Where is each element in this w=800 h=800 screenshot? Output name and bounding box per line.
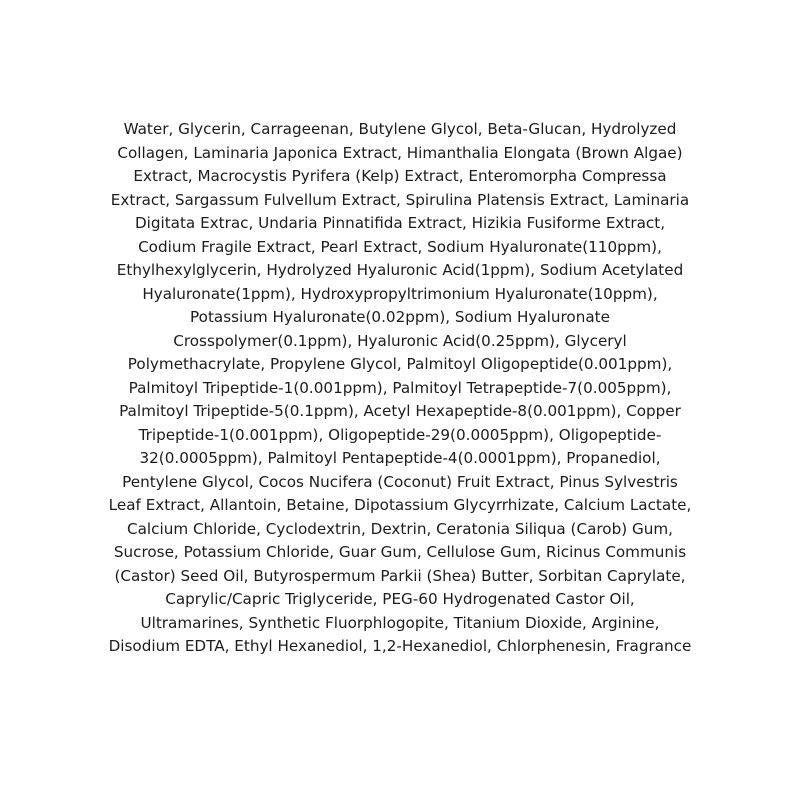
ingredients-line: Leaf Extract, Allantoin, Betaine, Dipotassium Glycyrrhizate, Calcium Lactate, <box>108 496 692 514</box>
ingredients-line: Codium Fragile Extract, Pearl Extract, Sodium Hyaluronate(110ppm), <box>138 237 662 256</box>
ingredients-line: Caprylic/Capric Triglyceride, PEG-60 Hydrogenated Castor Oil, <box>165 590 635 608</box>
ingredients-line: Disodium EDTA, Ethyl Hexanediol, 1,2-Hexanediol, Chlorphenesin, Fragrance <box>108 637 692 655</box>
ingredients-line: Ultramarines, Synthetic Fluorphlogopite, Titanium Dioxide, Arginine, <box>140 613 660 632</box>
ingredients-line: Extract, Macrocystis Pyrifera (Kelp) Extract, Enteromorpha Compressa <box>133 167 667 185</box>
ingredients-line: Calcium Chloride, Cyclodextrin, Dextrin, Ceratonia Siliqua (Carob) Gum, <box>127 519 673 538</box>
ingredients-line: Pentylene Glycol, Cocos Nucifera (Coconut) Fruit Extract, Pinus Sylvestris <box>122 472 678 491</box>
ingredients-line: Ethylhexylglycerin, Hydrolyzed Hyaluronic Acid(1ppm), Sodium Acetylated <box>116 261 684 279</box>
ingredients-line: Crosspolymer(0.1ppm), Hyaluronic Acid(0.25ppm), Glyceryl <box>173 331 627 350</box>
ingredients-line: Polymethacrylate, Propylene Glycol, Palmitoyl Oligopeptide(0.001ppm), <box>127 355 673 373</box>
ingredients-list <box>40 118 760 659</box>
ingredients-line: (Castor) Seed Oil, Butyrospermum Parkii (Shea) Butter, Sorbitan Caprylate, <box>114 566 686 585</box>
ingredients-line: Potassium Hyaluronate(0.02ppm), Sodium Hyaluronate <box>190 308 610 326</box>
ingredients-line: Hyaluronate(1ppm), Hydroxypropyltrimonium Hyaluronate(10ppm), <box>142 284 658 303</box>
ingredients-line: Collagen, Laminaria Japonica Extract, Himanthalia Elongata (Brown Algae) <box>117 143 683 162</box>
ingredients-line: 32(0.0005ppm), Palmitoyl Pentapeptide-4(0.0001ppm), Propanediol, <box>139 449 661 467</box>
ingredients-line: Digitata Extrac, Undaria Pinnatifida Extract, Hizikia Fusiforme Extract, <box>134 214 666 232</box>
ingredients-line: Sucrose, Potassium Chloride, Guar Gum, Cellulose Gum, Ricinus Communis <box>113 543 687 561</box>
ingredients-line: Tripeptide-1(0.001ppm), Oligopeptide-29(0.0005ppm), Oligopeptide- <box>138 425 662 444</box>
ingredients-line: Extract, Sargassum Fulvellum Extract, Spirulina Platensis Extract, Laminaria <box>110 190 690 209</box>
ingredients-line: Palmitoyl Tripeptide-1(0.001ppm), Palmitoyl Tetrapeptide-7(0.005ppm), <box>128 378 672 397</box>
ingredients-line: Water, Glycerin, Carrageenan, Butylene Glycol, Beta-Glucan, Hydrolyzed <box>123 120 677 138</box>
ingredients-line: Palmitoyl Tripeptide-5(0.1ppm), Acetyl Hexapeptide-8(0.001ppm), Copper <box>119 402 681 420</box>
